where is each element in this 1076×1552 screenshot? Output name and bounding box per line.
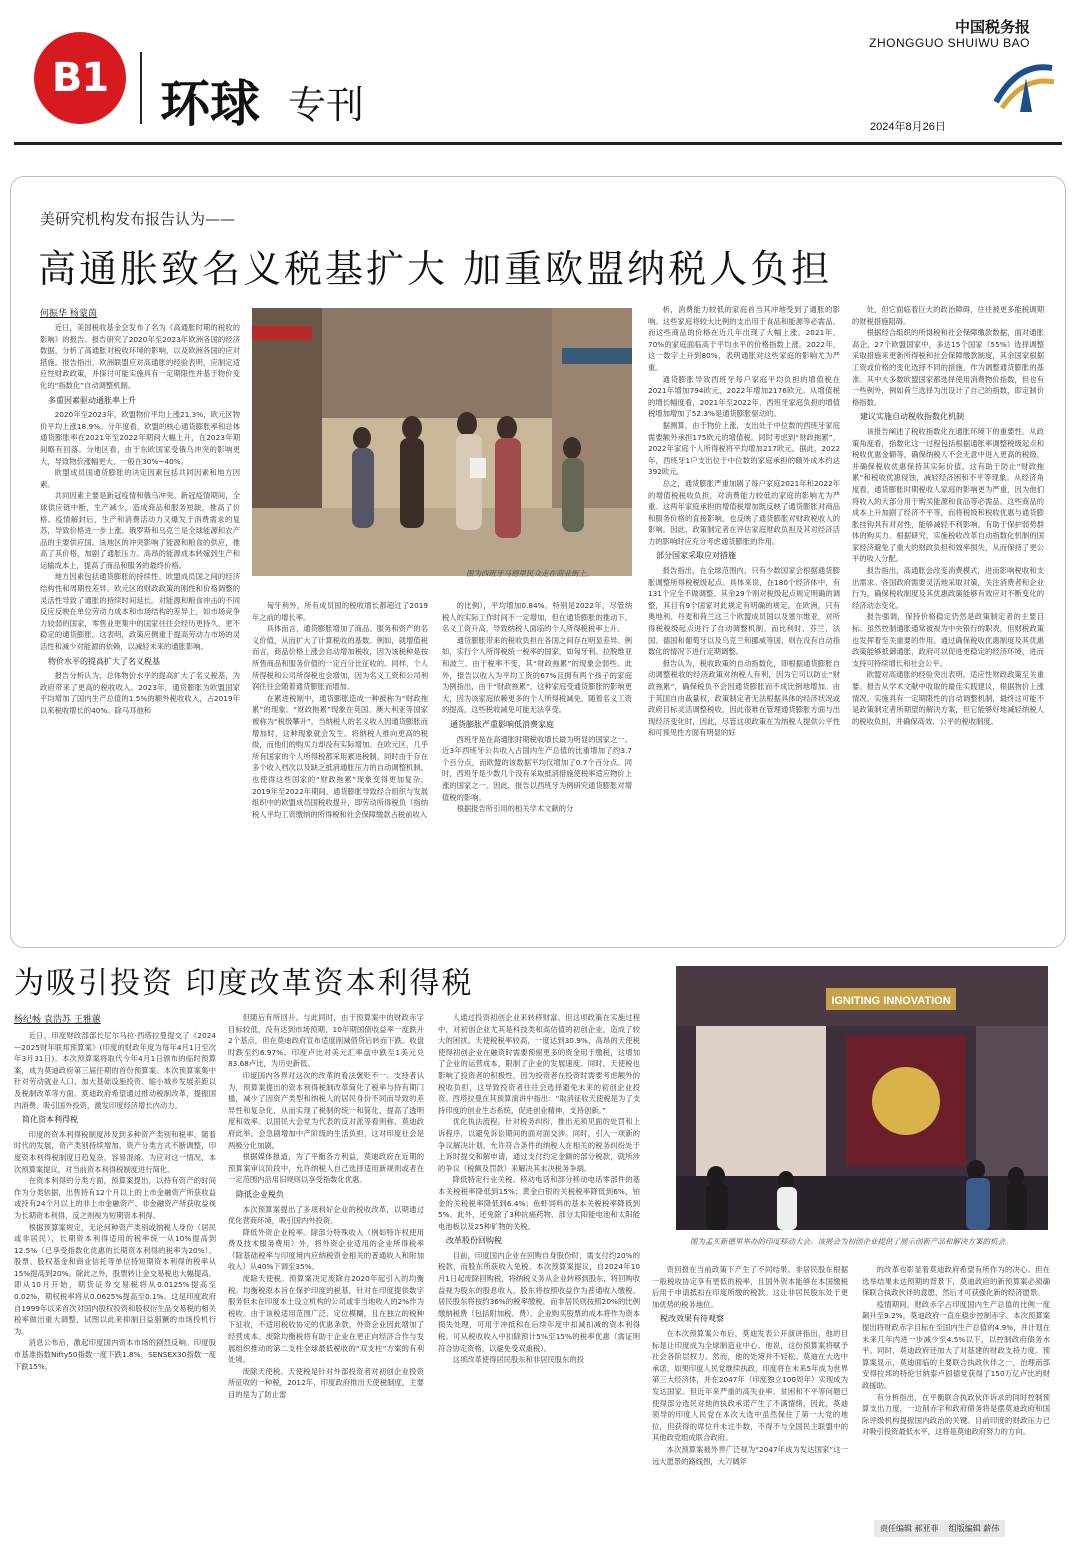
header-rule [14,142,1062,145]
article2-photo-caption: 图为孟买新德里举办的印度移动大会。该展会为初创企业提供了展示创新产品和解决方案的机会。 [690,1237,1013,1246]
article1-paragraph: 报告指出，在全球范围内，只有少数国家会根据通货膨胀调整所得税税级起点。具体来说，在180个经济体中，有131个完全不做调整。其余29个则对税级起点规定明确的调整，其目有9个国家对此规定有明确的规定。在欧洲，只有奥地利、丹麦和荷兰这三个欧盟成员国以及塞尔维亚，对所得税税级起点进行了自动调整机制。而比利时、芬兰、法国、德国和葡萄牙以及乌克兰和挪威等国，则在没有自动指数化的情况下进行定期调整。 [648,566,840,657]
article1-column-1 [40,322,240,934]
article2-subhead: 降低企业税负 [236,1189,284,1199]
article2-paragraph: 降低特定行业关税。移动电话和部分移动电话零部件的基本关税税率降低到15%；黄金白银的关税税率降低到6%，铂金的关税税率降低到6.4%；鱼虾饲料的基本关税税率降低到5%。此外，还免除了3种抗癌药物、部分太阳能电池和太阳能电池板以及25种矿物的关税。 [438,1175,640,1231]
article2-paragraph: 印度国内各界对这次的改革的看法褒贬不一。支持者认为，预算案提出的资本利得税制改革简化了税率与持有期门槛，减少了因资产类型和纳税人的居民身份不同而导致的差异性和复杂化，从而实现了税制的统一和简化，提高了透明度和效率。以国民大会党为代表的反对派等看则称，莫迪政府此举，会急剧增加中产阶级的生活负担，这对印度社会是两极分化加剧。 [228,1070,424,1150]
article2-paragraph: 在资本利得的分类方面，预算案提出，以持有资产的时间作为分类依据，出售持有12个月以上的上市金融资产所获收益或持有24个月以上的非上市金融资产、非金融资产所获收益视为长期资本利得，反之则视为短期资本利得。 [14,1176,216,1220]
article1-paragraph: 报告指出，高通胀会改变消费模式，进而影响税收和支出需求。各国政府需要灵活地采取对策，关注消费者和企业行为，确保税收制度及其优惠政策能够有效应对不断变化的经济动态变化。 [852,566,1044,610]
newspaper-logo-icon [988,58,1058,114]
page-badge: B1 [34,32,126,124]
article2-paragraph: 目前，印度国内企业在回购自身股份时，需支付约20%的税款，而股东所获收入免税。本次预算案提议，自2024年10月1日起废除回购税，将纳税义务从企业转移到股东，将回购收益视为股东的股息收入，股东将按照收益作为普通收入缴税。居民股东将按约36%的税率缴税，而非居民则按照20%的比例缴纳税费（包括附加税、费）。企业购买股票的成本将作为资本损失处理，可用于冲抵和在后续年度中扣减扣减的资本利得税。可从税收收入中扣除预计5%至15%的税率优惠（需证明符合协定资格，以避免受双重税）。 [438,1250,640,1353]
article1-paragraph: 近日，美国税收基金会发布了名为《高通胀时期的税收的影响》的报告。报告研究了2020年至2023年欧洲各国的经济数据，分析了高通胀对税收环境的影响，以及欧洲各国的应对措施。报告指出，欧洲联盟应对高通胀的经验表明，应制定适应性财政政策，并探讨可能实施具有一定期限性并基于物价变化的“指数化”自动调整机制。 [40,323,240,390]
article2-paragraph: 疫情期间，财政赤字占印度国内生产总值的比例一度飙升至9.2%，莫迪政府一直在稳步控制赤字。本次预算案提出将财政赤字目标在至国内生产总值的4.9%，并计划在未来几年内进一步减少至4.5%以下，以控制政府债务水平。同时，莫迪政府还加大了对基建的财政支持力度。预算案显示，莫迪面临的主要联合执政伙伴之一，治理南部安得拉邦的特伦甘纳泰卢固德党获得了150万亿卢比的财政援助。 [862,1299,1050,1390]
article2-byline: 杨纪畅 袁浩苏 王雅蕙 [14,1015,101,1025]
article1-paragraph: 2020年至2023年，欧盟物价平均上涨21.3%，欧元区物价平均上涨18.9%。分年度看，欧盟的核心通货膨胀率和总体通货膨胀率在2021年至2022年期间大幅上升，在2023年期间略有回落。分地区看，由于东欧国家受俄乌冲突的影响更大，导致物价涨幅更大，一般在30%~40%。 [40,410,240,466]
article1-kicker: 美研究机构发布报告认为—— [40,210,236,228]
article2-paragraph: 消息公布后，激起印度国内资本市场的剧烈反响。印度股市基准指数Nifty50指数一度下跌1.8%，SENSEX30指数一度下跌15%， [14,1338,216,1371]
article1-subhead: 部分国家采取应对措施 [656,551,736,561]
article1-paragraph: 具体而言，通货膨胀增加了商品、服务和资产的名义价值，从而扩大了计算税收的基数。例如，就增值税而言，商品价格上涨会自动增加税收，因为该税种是按所售商品和服务价值的一定百分比征收的。同样，个人所得税和公司所得税也会增加，因为名义工资和公司利润往往会随着通货膨胀而增加。 [252,624,428,692]
article1-paragraph: 欧盟成员国通货膨胀的决定因素包括共同因素和地方因素。 [40,468,240,489]
article2-paragraph: 资回报在当前政策下产生了不同结果。非居民股东根据一般税收协定享有更低的税率，且国外资本能够在本国缴税后用于申请抵扣在印度所缴的税款。这让非居民股东处于更加优势的税务地位。 [652,1265,848,1309]
article2-paragraph: 这项改革使得居民股东和非居民股东的投 [452,1355,584,1365]
article2-paragraph: 印度的资本利得税制度涉及到多种资产类别和税率。随着时代的发展，资产类别持续增加，资产分类方式不断调整，印度资本利得税制度日趋复杂，容易混淆。为应对这一情况，本次预算案提议，对当前资本利得税制度进行简化。 [14,1129,216,1174]
article1-subhead: 多重因素驱动通胀率上升 [48,395,136,405]
article1-paragraph: 该报告阐述了税收指数化在通胀环境下的重要性。从政策角度看，指数化这一过程包括根据通胀率调整税级起点和税收优惠金额等，确保纳税人不会无意中进入更高的税级，并确保税收优惠保持其实际价值。这有助于防止“财政拖累”和税收优惠侵蚀，减轻经济困和不平等现象。从经济角度看，通货膨胀时期税收人家庭的影响更为严重，因为他们将收入的大部分用于购买能源和食品等必需品。这些商品的成本上升加剧了经济不平等，而将税级和税收优惠与通货膨胀挂钩具有对对性，能够减轻不利影响，有助于保护弱势群体的购买力。根据研究，实施税收改革自动指数化机制的国家经济避免了重大的财政负担和效率损失，从而保持了更公平的收入分配。 [852,426,1044,564]
article1-column-3 [442,600,632,934]
article1-paragraph: 共同因素主要是新冠疫情和俄乌冲突。新冠疫情期间，全球供应链中断，生产减少，造成商品和服务短缺，推高了价格。疫情解封后，生产和消费活动力又爆发于消费需求的复苏，导致价格进一步上涨。俄罗斯和乌克兰是全球能源和农产品的主要供应国。该地区的冲突影响了能源和粮食的供应，推高了其价格，加剧了通胀压力。高昂的能源成本转嫁到生产和运输成本上，提高了商品和服务的最终价格。 [40,491,240,570]
section-subtitle: 专刊 [288,83,365,127]
article1-paragraph: 报告认为，税收政策的自动指数化，即根据通货膨胀自动调整税收的经济政策对纳税人有利，因为它可以防止“财政拖累”，确保税负不会因通货膨胀而不成比例地增加。由于英国自由裁量权，政策制定者无法根据具体的经济状况或政府目标灵活调整税收，因此很难在管理通货膨胀方面与出现经济变化时，因此，尽管这项政策在为纳税人提供公平性和可预见性方面有明显的好 [648,658,840,738]
article2-paragraph: 的改革也彰显着莫迪政府希望有所作为的决心。但在选举结果未达预期的背景下，莫迪政府的新预算案必须确保联合执政伙伴的意愿，然后才可获强化新的经济愿景。 [862,1265,1050,1298]
article1-paragraph: 欧盟对高通胀的经验突出表明，适应性财政政策至关重要。报告从学术文献中收取的最佳实践建议，根据物价上涨情况，实施具有一定期限性的自动调整机制，最终这可能不是政策制定者所期望的解决方案，但它能够好地减轻纳税人的税收负担，并确保高效、公平的税收制度。 [852,670,1044,726]
article2-column-3 [438,1012,640,1514]
article1-paragraph: 报告分析认为，总体物价水平的提高扩大了名义税基，为政府带来了更高的税收收入。2023年，通货膨胀为欧盟国家平均增加了国内生产总值的1.5%的额外税收收入，占2019年以来税收增长的40%。除马耳他和 [40,671,240,715]
article1-column-5 [852,304,1044,934]
article2-paragraph: 在本次预算案公布后，莫迪发表公开演讲指出，他的目标是让印度成为全球制造业中心。他说，这份预算案将赋予社会各阶层权力。然而，他的处境并不轻松。莫迪在大选中承诺，如果印度人民党继续执政，印度将在未来5年成为世界第三大经济体，并在2047年（印度独立100周年）实现成为发达国家。但近年来严重的高失业率、贫困和不平等问题已使得部分选民对他的执政承诺产生了不满情绪，因此，莫迪领导的印度人民党在本次大选中虽然保住了第一大党的地位，但获得的席位并未过半数，不得不与全国民主联盟中的其他政党组成联合政府。 [652,1328,848,1443]
section-title: 环球 [160,74,260,133]
responsible-editor: 责任编辑 郝亚菲 [880,1524,939,1533]
article2-paragraph: 有分析指出，在平衡联合执政伙伴诉求的同时控制预算支出力度，一边削赤字和政府债务将是摆莫迪政府和国际评级机构提振国内政治的关键。目前印度的财政压力已对吸引投资最低水平，这将是莫迪政府努力的方向。 [862,1392,1050,1437]
article1-headline: 高通胀致名义税基扩大 加重欧盟纳税人负担 [38,247,833,291]
article1-paragraph: 根据报告所引用的相关学术文献的分 [456,804,574,814]
article1-subhead: 物价水平的提高扩大了名义税基 [48,656,160,666]
article2-column-2 [228,1012,424,1514]
article2-paragraph: 本次预算案被外界广泛视为“2047年成为发达国家”这一远大愿景的路线图，大刀阔斧 [652,1444,848,1466]
article2-paragraph: 降低外资企业税率。除部分特殊收入（例如特许权使用费及技术服务费用）外，将外资企业适用的企业所得税率（除基础税率与印度境内应纳税资金相关的普通收入和附加收入）从40%下调至35%。 [228,1227,424,1272]
article2-subhead: 简化资本利得税 [22,1115,78,1125]
article2-paragraph: 但随后有所回升。与此同时，由于预算案中的财政赤字目标较低，没有达到市场预期，10年期国债收益率一度跌升2个基点，但在莫迪政府宣布适度削减借贷后转而下跌。收盘时跌至约6.97%。印度卢比对美元汇率盘中跌至1美元兑83.68卢比，为历史新低。 [228,1013,424,1069]
article2-paragraph: 本次预算案提出了多项利好企业的税收改革，以期通过优化营商环境，吸引国内外投资。 [228,1204,424,1226]
article2-paragraph: 根据预算案规定，无论何种资产类别或纳税人身份（居民或非居民），长期资本利得适用的税率统一从10%提高到12.5%（已享受指数化优惠的长期资本利得的税率为20%）。股票、股权基金和商业信托等单位持短期资本利得的税率从15%提高到20%。除此之外，股票转让金交易税也大幅提高，即从10月开始，期货证券交易税将从0.0125%提高至0.02%，期权税率将从0.0625%提高至0.1%。这是印度政府自1999年以来首次对国内股权投资和股权衍生品交易税的相关税率做出重大调整，试图以此来抑制日益猖獗的市场投机行为。 [14,1222,216,1336]
article2-paragraph: 人通过投资初创企业来转移财富。但这项政策在实施过程中，对初创企业尤其是科技类和高估值的初创企业，造成了较大的困扰。天使税税率较高，一度达到30.9%，高昂的天使税使得初创企业在融资时需要预留更多的资金用于缴税，这增加了企业的运营成本，限制了企业的发展速度。同时，天使税也影响了投资者的积极性，因为投资者在投资时需要考虑额外的税收负担，这导致投资者往往会选择避免未来的初创企业投资。西塔拉曼在其预算演讲中指出：“取消征收天使税是为了支持印度的创业生态系统，促进创业精神，支持创新。” [438,1013,640,1115]
article2-paragraph: 近日，印度财政部部长尼尔马拉·西塔拉曼提交了《2024—2025财年联邦预算案》(印度的财政年度为每年4月1日至次年3月31日)。本次预算案将取代今年4月1日颁布的临时预算案，成为莫迪政府第三届任期的首份预算案。本次预算案集中针对劳动就业人口、加大基础设施投资、缩小城乡发展差距以及税制改革等方面。莫迪政府希望通过推动税制改革，提振国内消费、吸引国外投资，激发印度经济增长内动力。 [14,1031,216,1110]
article2-column-5 [862,1264,1050,1512]
article2-paragraph: 废除天使税。天使税是针对外部投资者对初创企业投资所征收的一种税，2012年，印度政府推出天使税制度，主要目的是为了防止雷 [228,1366,424,1399]
article1-photo-caption: 图为西班牙马德里民众走在商业街上。 [466,569,594,578]
article2-column-4 [652,1264,848,1514]
article1-column-4 [648,304,840,934]
article1-paragraph: 的比例），平均增加0.84%。特别是2022年，尽管纳税人的实际工作时间不一定增加，但在通货膨胀的推动下，名义工资升高，导致纳税人面临的个人所得税税率上升。 [442,601,632,634]
article1-byline: 何振华 杨蒙茵 [40,309,97,319]
article2-subhead: 税改效果有待观察 [660,1314,724,1324]
article1-paragraph: 析，消费能力较低的家庭首当其冲地受到了通胀的影响。这些家庭将较大比例的支出用于食品和能源等必需品，而这些商品的价格在近几年出现了大幅上涨。2021年，70%的家庭面临高于平均水平的价格指数上涨。2022年，这一数字上升到80%，表明通胀对这些家庭的影响尤为严重。 [648,305,840,372]
article1-paragraph: 报告强调，保持价格稳定仍然是政策制定者的主要目标。虽然控制通胀通常被视为中央银行的职责，但财税政策也发挥着至关重要的作用。通过确保税收优惠制度及其优惠政策能够抵御通胀，政府可以促进更稳定的经济环境，进而支持可持续增长和社会公平。 [852,612,1044,668]
article1-paragraph: 匈牙利外，所有成员国的税收增长都超过了2019年之前的增长率。 [252,601,428,622]
article2-photo [676,966,1048,1230]
article2-paragraph: 废除天使税。预算案决定废除自2020年起引入的均衡税。均衡税原本旨在保护印度的税基，针对在印度提供数字服务但未在印度本土设立机构的公司或非当地收入的2%作为税收。由于该税适用范围广泛、定位模糊，且在独立的税种下征收，不适用税收协定的优惠条款，外资企业因此增加了经营成本。废除均衡税将有助于企业在更正向经济合作与发展组织推动的第二支柱全球最低税收的“双支柱”方案的有利处境。 [228,1274,424,1365]
paper-name-cn: 中国税务报 [954,18,1030,36]
article1-paragraph: 根据经合组织的所得税和社会保障缴款数据，面对通胀高企，27个欧盟国家中，多达15个国家（55%）选择调整采取措施来更新所得税和社会保障缴款制度，其余国家根据工资或价格的变化选择不同的措施，作为调整通货膨胀的基准。其中大多数欧盟国家都选择使用消费物价指数，但也有一些例外，例如荷兰选择为出设计了自己的指数，即定制价格指数。 [852,328,1044,407]
article1-paragraph: 通货膨胀带来的税收负担在各国之间存在明显差异。例如，实行个人所得税统一税率的国家，如匈牙利、拉脱维亚和波兰，由于税率不变，其“财政拖累”的现象会弱些。此外，报告以收入为平均工资的67%且拥有两个孩子的家庭为例指出，由于“财政拖累”，这种家庭受通货膨胀的影响更大，因为该家庭依赖更多的个人所得税减免，随着名义工资的提高，这些税收减免可能无法享受。 [442,635,632,715]
article1-paragraph: 西班牙是在高通胀时期税收增长最为明显的国家之一。近3年西班牙公共收入占国内生产总值的比重增加了约3.7个百分点，而欧盟的该数据平均仅增加了0.7个百分点。同时，西班牙是少数几个没有采取抵消措施使税率适应物价上涨的国家之一。因此，报告以西班牙为例研究通货膨胀对增值税的影响。 [442,734,632,802]
masthead-divider [140,52,142,124]
article2-subhead: 改革股份回购税 [446,1236,502,1246]
issue-date: 2024年8月26日 [870,121,946,133]
photo-sign-text: IGNITING INNOVATION [831,995,951,1007]
article2-headline: 为吸引投资 印度改革资本利得税 [14,966,474,1001]
article1-subhead: 建议实施自动税收指数化机制 [860,412,964,422]
article1-photo [252,308,632,576]
article1-paragraph: 据测算，由于物价上涨，支出处于中位数的西班牙家庭需要额外承担175欧元的增值税。同时考虑到“财政拖累”，2022年家庭个人所得税将平均增加217欧元。据此，2022年，西班牙1户支出位于中位数的家庭承担的额外成本约达392欧元。 [648,420,840,477]
article2-paragraph: 根据媒体报道，为了平衡各方利益，莫迪政府在近期的预算案审议阶段中，允许纳税人自己选择适用新规则或者在一定范围内沿用旧规则以享受指数化优惠。 [228,1152,424,1185]
article1-paragraph: 通货膨胀导致西班牙每户家庭平均负担的增值税在2021年增加794欧元，2022年增加2176欧元。从增值税的增长幅度看，2021年至2022年，西班牙家庭负担的增值税增加增加了52.3%是通货膨胀驱动的。 [648,374,840,419]
article1-paragraph: 总之，通货膨胀严重加剧了每户家庭2021年和2022年的增值税税收负担，对消费能力较低的家庭的影响尤为严重。这两年家庭承担的增值税增加既反映了通货膨胀对商品和服务价格的直接影响，也反映了通货膨胀对财政税收入的影响。因此，政策制定者在评估家庭财政负担及其对经济活力的影响时应充分考虑通货膨胀的作用。 [648,478,840,546]
article1-paragraph: 地方因素包括通货膨胀的持续性、欧盟成员国之间的经济结构性和周期性差异。欧元区的财政政策的刚性和价格调整的灵活性导致了通胀的持续时间延长。对能源和粮食冲击的不同反应反映在单位劳动力成本和市场结构的差异上，如市场竞争力较弱的国家，零售业更集中的国家往往会经历更持久、更不稳定的通货膨胀。这表明，政策应侧重于提高劳动力市场的灵活性和减少对能源的依赖，以减轻未来的通胀影响。 [40,572,240,652]
article1-paragraph: 在累进税制中，通货膨胀造成一种被称为“财政拖累”的现象。“财政拖累”现象在英国、澳大利亚等国家被称为“税级攀升”，当纳税人的名义收入因通货膨胀而增加时，这种现象就会发生。将纳税人推向更高的税级，而他们的购买力却没有实际增加。在欧元区，几乎所有国家的个人所得税都采用累进税制，同时由于存在多个收入档次以及缺乏抵消通胀压力的自动调整机制，也使得这些国家的“财政拖累”现象变得更加复杂。2019年至2022年期间，通货膨胀导致经合组织与发展组织中的欧盟成员国税收提升，即劳动所得税负（指纳税人平均工资缴纳的所得税和社会保障缴款占税前收入 [252,693,428,819]
article2-column-1 [14,1030,216,1514]
article1-paragraph: 处，但它面临着巨大的政治障碍，往往被更多能税调期的财税措施阻碍。 [852,305,1044,326]
article1-subhead: 通货膨胀严重影响低消费家庭 [450,719,554,729]
article2-paragraph: 优化执法流程。针对税务纠纷，推出无须见面的处罚和上诉程序，以避免诉讼期间的面对面交涉。同时，引入一项新的争议解决计划，允许符合条件的纳税人在相关的税务纠纷处于上诉时提交和解申请，通过支付约定金额的部分税款，就所涉的争议（税额及罚款）来解决其未决税务争端。 [438,1117,640,1173]
editor-credits [874,1520,1005,1537]
article1-column-2 [252,600,428,934]
layout-editor: 组版编辑 薪伟 [948,1524,1000,1533]
paper-name-en: ZHONGGUO SHUIWU BAO [869,36,1030,50]
